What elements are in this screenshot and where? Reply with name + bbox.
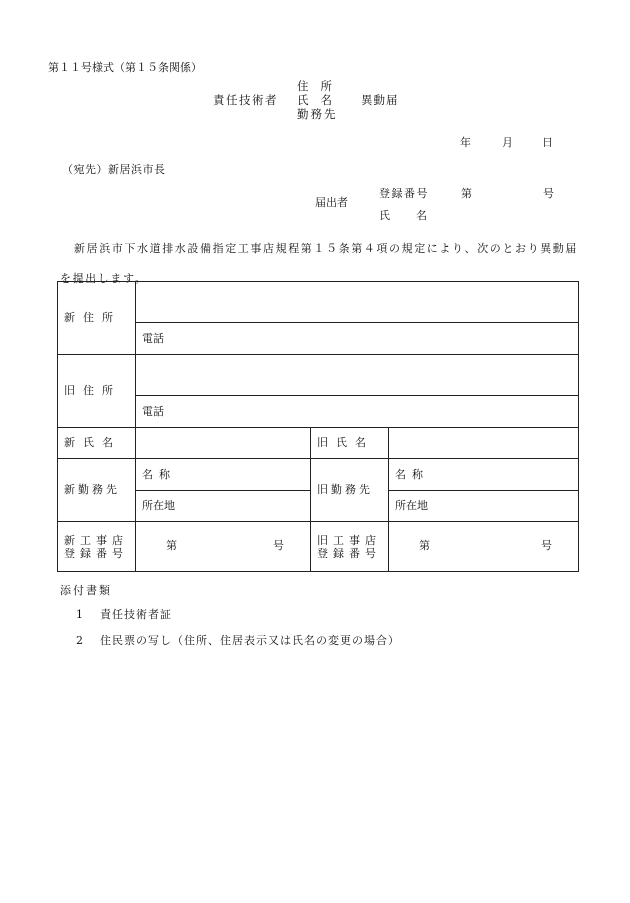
old-workplace-label: 旧勤務先: [311, 459, 389, 522]
old-workplace-location-field[interactable]: [389, 491, 579, 522]
body-text: 新居浜市下水道排水設備指定工事店規程第１５条第４項の規定により、次のとおり異動届を提出します。: [60, 242, 578, 285]
old-shop-label-line1: 旧工事店: [317, 533, 381, 547]
old-workplace-name-label: 名称: [395, 467, 429, 481]
new-address-field[interactable]: [136, 282, 579, 323]
attachment-number: 2: [76, 634, 84, 647]
old-shop-registration-label: [311, 522, 389, 572]
new-address-label: 新住所: [58, 282, 136, 355]
title-suffix: 異動届: [361, 93, 399, 107]
new-shop-registration-label: [58, 522, 136, 572]
title-prefix: 責任技術者: [213, 93, 278, 107]
new-shop-registration-field[interactable]: [136, 522, 311, 572]
old-address-field[interactable]: [136, 355, 579, 396]
addressee: （宛先）新居浜市長: [62, 163, 166, 176]
registration-number-suffix: 号: [543, 187, 554, 200]
document-title: [213, 81, 413, 121]
registration-number-label: 登録番号: [379, 187, 429, 200]
new-shop-label-line1: 新工事店: [64, 533, 128, 547]
form-number: 第１１号様式（第１５条関係）: [48, 61, 202, 74]
new-workplace-location-field[interactable]: [136, 491, 311, 522]
attachments-title: 添付書類: [60, 584, 112, 597]
new-shop-number-suffix: 号: [273, 539, 284, 552]
registration-number-prefix: 第: [461, 187, 472, 200]
change-notification-table: [57, 281, 579, 572]
old-address-label: 旧住所: [58, 355, 136, 428]
old-phone-field[interactable]: [136, 396, 579, 428]
old-workplace-name-field[interactable]: [389, 459, 579, 491]
new-shop-label-line2: 登録番号: [64, 546, 128, 560]
attachment-number: 1: [76, 608, 84, 621]
new-name-field[interactable]: [136, 428, 311, 459]
new-workplace-location-label: 所在地: [142, 499, 175, 513]
new-name-label: 新氏名: [58, 428, 136, 459]
old-shop-label-line2: 登録番号: [317, 546, 381, 560]
old-shop-number-suffix: 号: [541, 539, 553, 552]
title-option-name: 氏名: [297, 93, 344, 107]
old-phone-label: 電話: [142, 404, 164, 418]
old-name-field[interactable]: [389, 428, 579, 459]
new-workplace-label: 新勤務先: [58, 459, 136, 522]
new-workplace-name-field[interactable]: [136, 459, 311, 491]
notifier-name-label: 氏名: [379, 209, 453, 222]
title-option-address: 住所: [297, 79, 344, 93]
old-name-label: 旧氏名: [311, 428, 389, 459]
date-day-label: 日: [542, 136, 553, 149]
date-month-label: 月: [502, 136, 513, 149]
attachment-text: 責任技術者証: [100, 608, 172, 621]
attachment-text: 住民票の写し（住所、住居表示又は氏名の変更の場合）: [100, 634, 400, 647]
new-shop-number-prefix: 第: [166, 539, 177, 552]
new-phone-field[interactable]: [136, 323, 579, 355]
old-shop-number-prefix: 第: [419, 539, 430, 552]
old-shop-registration-field[interactable]: [389, 522, 579, 572]
attachment-item: [76, 609, 172, 620]
date-year-label: 年: [460, 136, 471, 149]
new-workplace-name-label: 名称: [142, 467, 176, 481]
new-phone-label: 電話: [142, 331, 164, 345]
title-option-workplace: 勤務先: [297, 107, 338, 121]
old-workplace-location-label: 所在地: [395, 499, 428, 513]
notifier-label: 届出者: [315, 196, 348, 209]
attachment-item: [76, 635, 400, 646]
